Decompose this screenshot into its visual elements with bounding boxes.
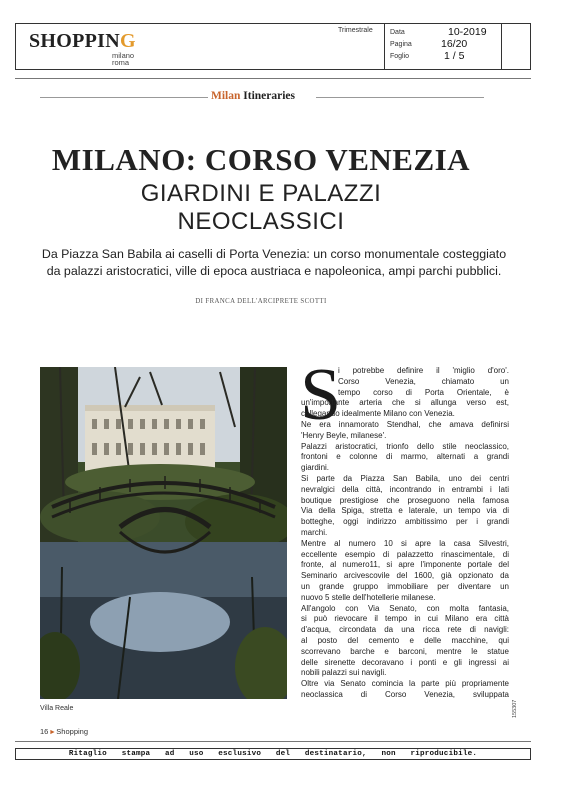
body-line: Mentre al numero 10 si apre la casa Silvestri, (301, 539, 509, 548)
section-rule-right (316, 97, 484, 98)
section-label (211, 90, 295, 102)
body-line: al posto del cemento e delle macchine, qui (301, 636, 509, 645)
body-line: collegando idealmente Milano con Venezia. (301, 409, 455, 418)
page-value: 16/20 (441, 38, 468, 50)
body-line: 'Henry Beyle, milanese'. (301, 431, 387, 440)
footer-rule (15, 741, 531, 742)
logo-g: G (120, 30, 136, 52)
body-line: tempo corso di Porta Orientale, è (338, 388, 509, 397)
article-subtitle-line-2: NEOCLASSICI (177, 208, 345, 235)
header-divider (501, 24, 502, 69)
section-rule-left (40, 97, 208, 98)
sheet-label: Foglio (390, 53, 410, 60)
body-line: Oltre via Senato comincia la parte più propriamente (301, 679, 509, 688)
masthead-box (15, 23, 531, 70)
logo-city-roma: roma (112, 58, 130, 67)
shopping-logo (29, 30, 136, 53)
body-line: Palazzi aristocratici, trionfo dello stile neoclassico, (301, 442, 509, 451)
page-number (40, 727, 88, 736)
body-line: Si parte da Piazza San Babila, uno dei centri (301, 474, 509, 483)
date-label: Data (390, 29, 405, 36)
logo-city-milano: milano (112, 51, 135, 60)
body-line: Corso Venezia, chiamato un (338, 377, 509, 386)
logo-text: SHOPPIN (29, 30, 120, 52)
frequency-label: Trimestrale (338, 27, 373, 34)
body-line: nuovo 5 stelle dell'hotellerie milanese. (301, 593, 436, 602)
drop-cap: S (300, 354, 342, 436)
photo-caption: Villa Reale (40, 705, 74, 712)
body-line: nobili palazzi sui navigli. (301, 668, 387, 677)
body-line: nevralgici della città, incontrando in entrambi i lati (301, 485, 509, 494)
body-line: eccellente esempio di palazzetto rinascimentale, di (301, 550, 509, 559)
page-label: Pagina (390, 41, 412, 48)
body-line: i potrebbe definire il 'miglio d'oro'. (338, 366, 509, 375)
body-line: un'importante arteria che si allunga verso est, (301, 398, 509, 407)
body-line: scorrevano barche e barconi, mentre le statue (301, 647, 509, 656)
reproduction-notice: Ritaglio stampa ad uso esclusivo del destinatario, non riproducibile. (68, 750, 478, 758)
sheet-value: 1 / 5 (444, 50, 465, 62)
arrow-icon: ▸ (50, 727, 55, 736)
body-line: fronte, al numero11, si apre l'imponente portale del (301, 560, 509, 569)
body-line: d'acqua, circondata da una ricca rete di navigli: (301, 625, 509, 634)
body-line: All'angolo con Via Senato, con molta fantasia, (301, 604, 509, 613)
body-line: boutique prestigiose che proseguono nella famosa (301, 496, 509, 505)
page-section-name: Shopping (56, 727, 88, 736)
body-line: Seminario arcivescovile del 1600, già opzionato da (301, 571, 509, 580)
body-line: marchi. (301, 528, 328, 537)
body-line: Via della Spiga, stretta e laterale, un tempo via di (301, 506, 509, 515)
body-line: botteghe, oggi indirizzo ambitissimo per i grandi (301, 517, 509, 526)
side-code: 155307 (512, 699, 518, 718)
article-subtitle-line-1: GIARDINI E PALAZZI (140, 180, 382, 207)
notice-box (15, 748, 531, 760)
article-title: MILANO: CORSO VENEZIA (51, 142, 471, 177)
body-line: delle sirenette decoravano i ponti e gli ingressi ai (301, 658, 509, 667)
villa-reale-photo (40, 367, 287, 699)
article-lead: Da Piazza San Babila ai caselli di Porta Venezia: un corso monumentale costeggiato da palazzi aristocratici, ville di epoca austriaca e napoleonica, ampi parchi pubblici. (41, 247, 507, 278)
body-line: Ne era innamorato Stendhal, che amava definirsi (301, 420, 509, 429)
section-label-itineraries: Itineraries (243, 90, 295, 102)
date-value: 10-2019 (448, 26, 487, 38)
page-number-value: 16 (40, 727, 49, 736)
body-line: neoclassica di Corso Venezia, sviluppata (301, 690, 509, 699)
header-rule (15, 78, 531, 79)
body-line: giardini. (301, 463, 330, 472)
header-divider (384, 24, 385, 69)
body-line: un grande gruppo immobiliare per diventare un (301, 582, 509, 591)
section-label-milan: Milan (211, 90, 241, 102)
body-line: frontoni e colonne di marmo, alternati a grandi (301, 452, 509, 461)
body-line: si può rievocare il tempo in cui Milano era città (301, 614, 509, 623)
article-byline: DI FRANCA DELL'ARCIPRETE SCOTTI (195, 298, 327, 305)
